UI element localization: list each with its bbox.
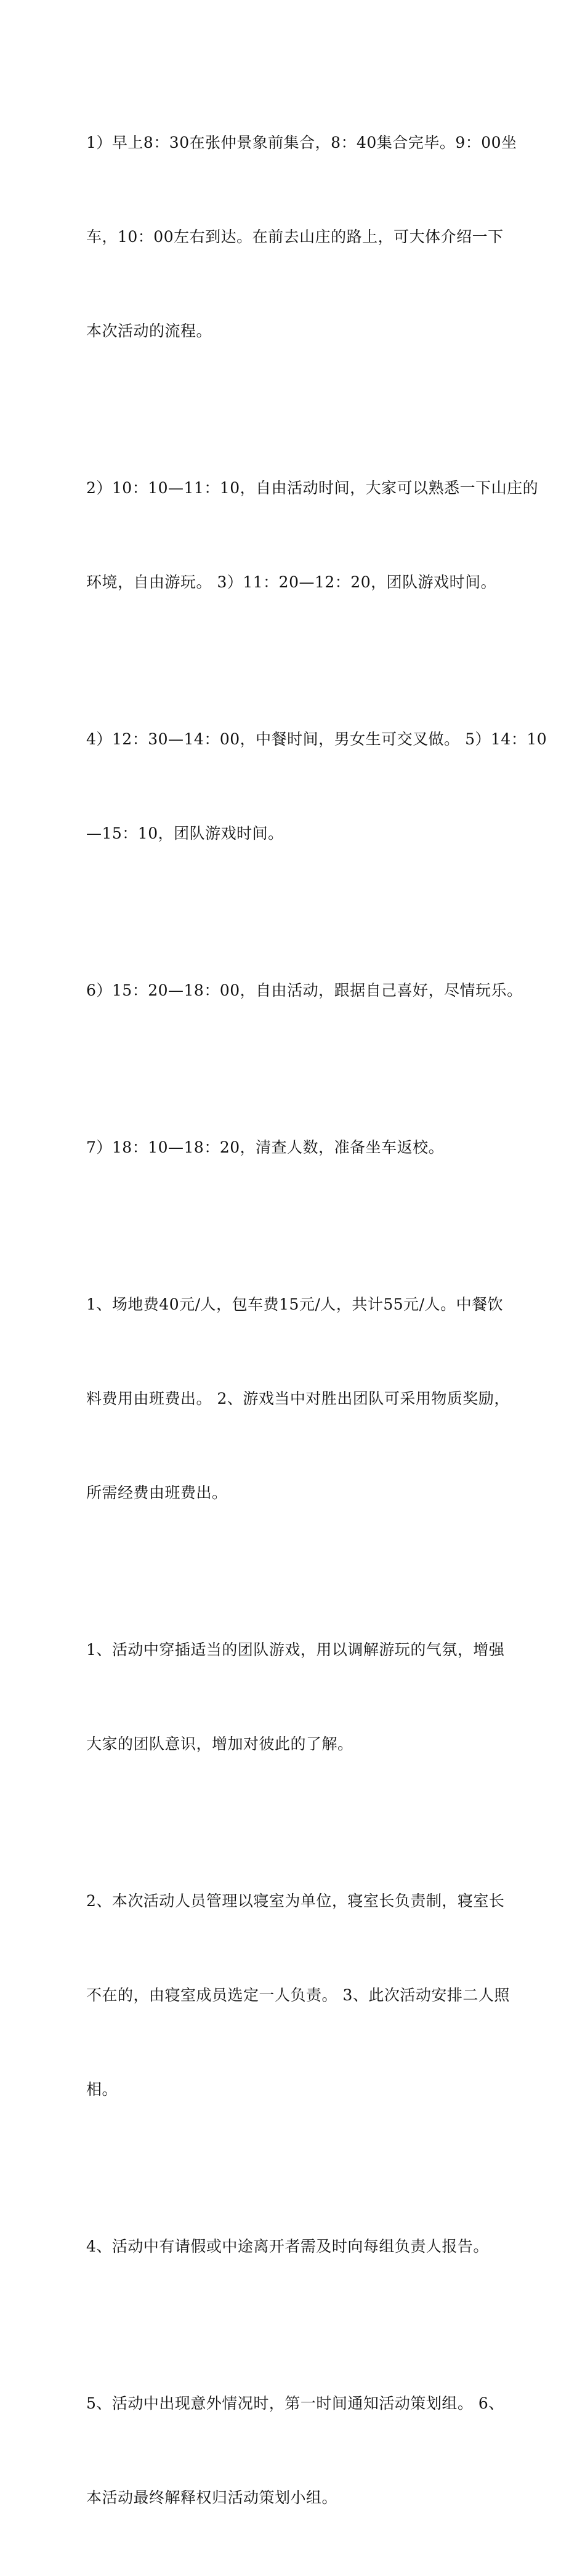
text-line: 1、场地费40元/人，包车费15元/人，共计55元/人。中餐饮 [86,1295,504,1313]
schedule-item-7 [86,1069,505,1226]
text-line: 1）早上8：30在张仲景象前集合，8：40集合完毕。9：00坐 [86,134,517,151]
text-line: 7）18：10—18：20，清查人数，准备坐车返校。 [86,1138,445,1156]
schedule-item-6 [86,912,523,1069]
schedule-item-2-3 [86,409,539,661]
budget-paragraph [86,1226,510,1571]
text-line: 5、活动中出现意外情况时，第一时间通知活动策划组。 6、 [86,2394,504,2412]
text-line: 大家的团队意识，增加对彼此的了解。 [86,1735,353,1753]
text-line: 6）15：20—18：00，自由活动，跟据自己喜好，尽情玩乐。 [86,981,523,999]
text-line: 所需经费由班费出。 [86,1484,228,1502]
text-line: 2、本次活动人员管理以寝室为单位，寝室长负责制，寝室长 [86,1892,505,1910]
text-line: 环境，自由游玩。 3）11：20—12：20，团队游戏时间。 [86,573,497,591]
note-item-5-6 [86,2325,505,2576]
text-line: 4、活动中有请假或中途离开者需及时向每组负责人报告。 [86,2237,489,2255]
text-line: 不在的，由寝室成员选定一人负责。 3、此次活动安排二人照 [86,1986,510,2004]
schedule-item-4-5 [86,661,547,912]
note-item-4 [86,2168,505,2325]
text-line: 相。 [86,2080,118,2098]
text-line: 本次活动的流程。 [86,322,212,340]
schedule-item-1 [86,64,517,409]
document-body [86,64,547,2576]
text-line: 本活动最终解释权归活动策划小组。 [86,2489,338,2506]
text-line: 车，10：00左右到达。在前去山庄的路上，可大体介绍一下 [86,228,504,246]
text-line: 料费用由班费出。 2、游戏当中对胜出团队可采用物质奖励， [86,1390,510,1407]
text-line: 4）12：30—14：00，中餐时间，男女生可交叉做。 5）14：10 [86,730,547,748]
text-line: 2）10：10—11：10，自由活动时间，大家可以熟悉一下山庄的 [86,479,539,497]
note-item-2-3 [86,1822,510,2168]
text-line: 1、活动中穿插适当的团队游戏，用以调解游玩的气氛，增强 [86,1641,505,1659]
note-item-1 [86,1571,505,1822]
text-line: —15：10，团队游戏时间。 [86,824,284,842]
